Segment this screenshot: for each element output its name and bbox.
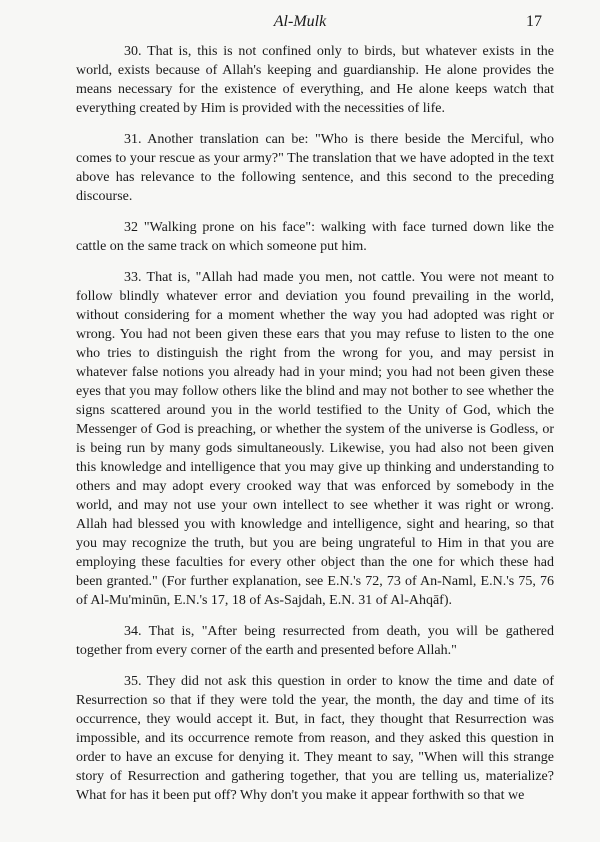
note-30: 30. That is, this is not confined only to birds, but whatever exists in the world, exists because of Allah's keeping and guardianship. He alone provides the means necessary for the existence of everything, and He alone keeps watch that everything created by Him is provided with the necessities of life. [76, 44, 554, 116]
notes-body [76, 42, 554, 817]
page-header [0, 8, 600, 38]
running-title: Al-Mulk [273, 13, 327, 30]
page-number: 17 [526, 13, 542, 30]
note-35: 35. They did not ask this question in order to know the time and date of Resurrection so that if they were told the year, the month, the day and time of its occurrence, they would accept it. But, in fact, they thought that Resurrection was impossible, and its occurrence remote from reason, and they asked this question in order to have an excuse for denying it. They meant to say, "When will this strange story of Resurrection and gathering together, that you are telling us, materialize? What for has it been put off? Why don't you make it appear forthwith so that we [76, 674, 554, 803]
note-33: 33. That is, "Allah had made you men, not cattle. You were not meant to follow blindly whatever error and deviation you found prevailing in the world, without considering for a moment whether the way you had adopted was right or wrong. You had not been given these ears that you may refuse to listen to the one who tries to distinguish the right from the wrong for you, and may persist in whatever false notions you already had in your mind; you had not been given these eyes that you may follow others like the blind and may not bother to see whether the signs scattered around you in the world testified to the Unity of God, which the Messenger of God is preaching, or whether the system of the universe is Godless, or is being run by many gods simultaneously. Likewise, you had also not been given this knowledge and intelligence that you may give up thinking and understanding to others and may adopt every crooked way that was enforced by somebody in the world, and may not use your own intellect to see whether it was right or wrong. Allah had blessed you with knowledge and intelligence, sight and hearing, so that you may recognize the truth, but you are being ungrateful to Him in that you are employing these faculties for every other object than the one for which these had been granted." (For further explanation, see E.N.'s 72, 73 of An-Naml, E.N.'s 75, 76 of Al-Mu'minūn, E.N.'s 17, 18 of As-Sajdah, E.N. 31 of Al-Ahqāf). [76, 270, 554, 608]
note-32: 32 "Walking prone on his face": walking with face turned down like the cattle on the same track on which someone put him. [76, 220, 554, 254]
note-31: 31. Another translation can be: "Who is there beside the Merciful, who comes to your rescue as your army?" The translation that we have adopted in the text above has relevance to the following sentence, and this second to the preceding discourse. [76, 132, 554, 204]
note-34: 34. That is, "After being resurrected from death, you will be gathered together from every corner of the earth and presented before Allah." [76, 624, 554, 658]
